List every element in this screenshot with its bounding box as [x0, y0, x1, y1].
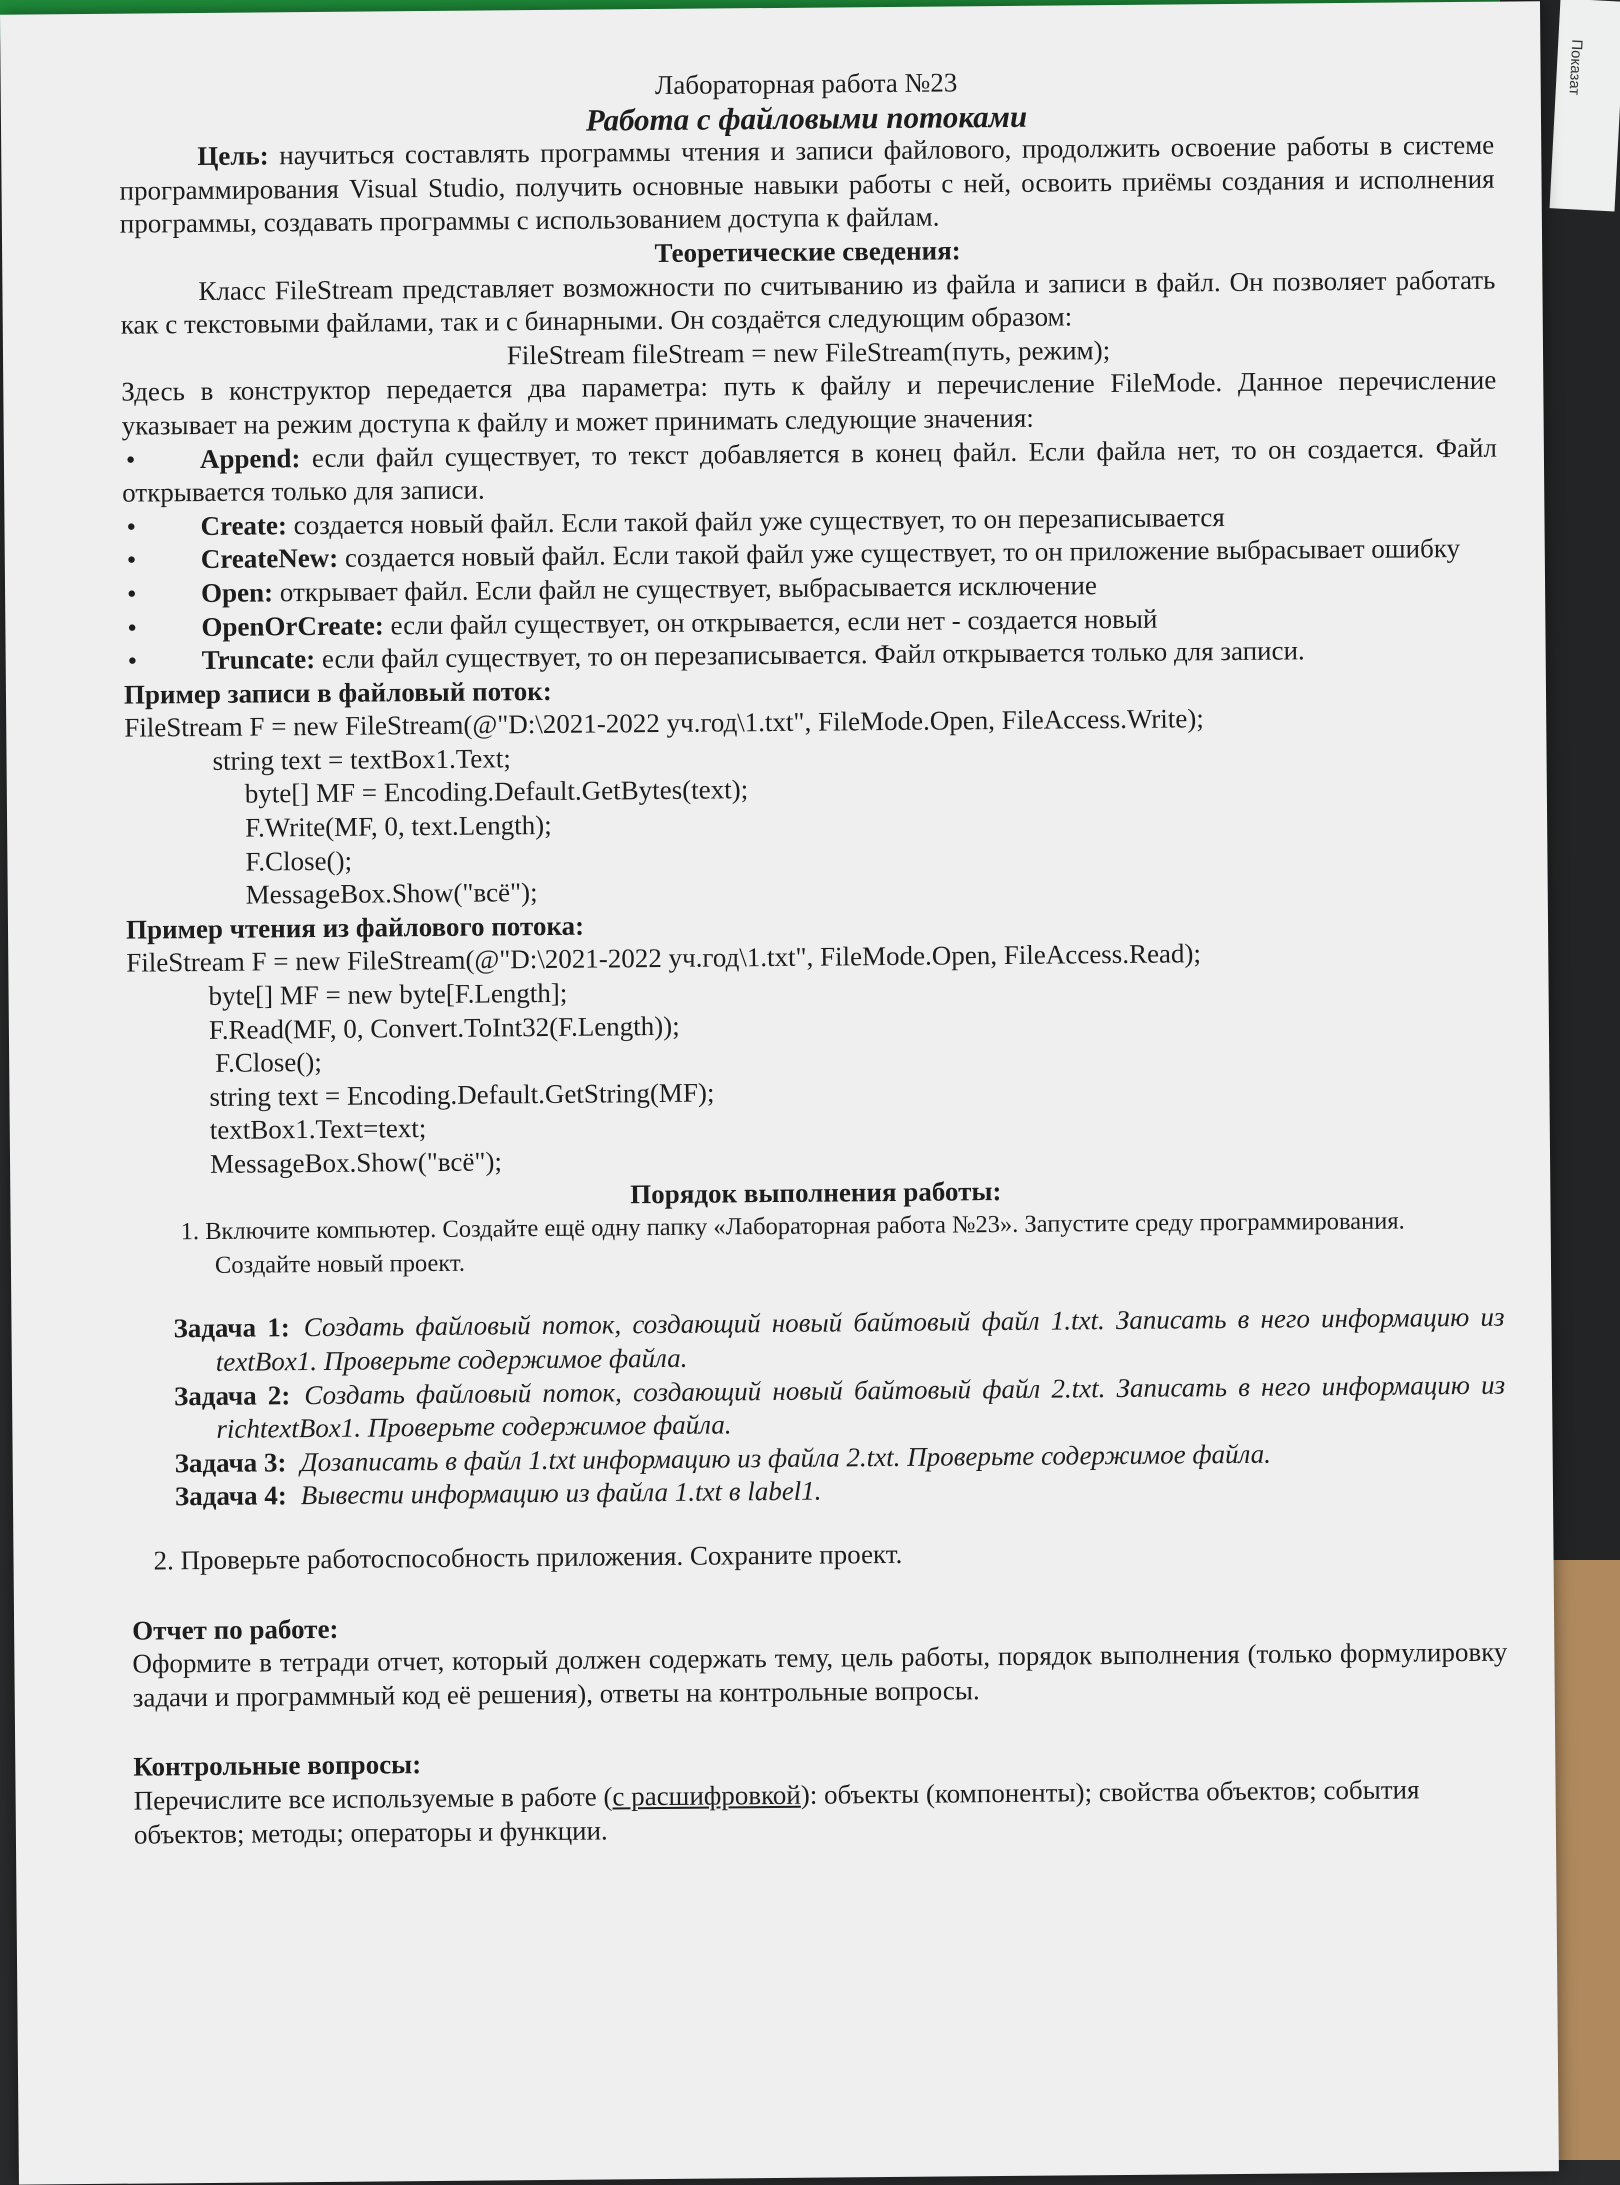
theory-heading: Теоретические сведения:: [654, 235, 961, 268]
task-item: [129, 1301, 1505, 1380]
constructor-line: FileStream fileStream = new FileStream(путь, режим);: [506, 334, 1111, 371]
list-item: [122, 431, 1498, 510]
mode-desc: открывает файл. Если файл не существует, выбрасывается исключение: [272, 570, 1098, 608]
report-text: Оформите в тетради отчет, который должен содержать тему, цель работы, порядок выполнения (только формулировку задачи и программный код её решения), ответы на контрольные вопросы.: [132, 1636, 1508, 1713]
task-label: Задача 4:: [174, 1480, 287, 1512]
side-note-text: Показат: [1565, 38, 1586, 96]
questions-text-end: ): объекты (компоненты); свойства объектов; события объектов; методы; операторы и функции.: [133, 1774, 1420, 1850]
code-line: string text = Encoding.Default.GetString(MF);: [209, 1077, 715, 1112]
goal-paragraph: [119, 129, 1495, 242]
code-line: FileStream F = new FileStream(@"D:\2021-2022 уч.год\1.txt", FileMode.Open, FileAccess.Read);: [126, 938, 1202, 979]
mode-desc: если файл существует, он открывается, если нет - создается новый: [383, 603, 1158, 640]
page-subtitle: Работа с файловыми потоками: [585, 98, 1028, 138]
theory-intro: Класс FileStream представляет возможности по считыванию из файла и записи в файл. Он позволяет работать как с текстовыми файлами, так и с бинарными. Он создаётся следующим образом:: [120, 264, 1496, 340]
read-example-heading: Пример чтения из файлового потока:: [125, 910, 585, 945]
procedure-step-1: 1. Включите компьютер. Создайте ещё одну папку «Лабораторная работа №23». Запустите среду программирования. Создайте новый проект.: [180, 1207, 1405, 1279]
code-line: F.Close();: [215, 1047, 322, 1079]
write-code-block: [124, 700, 1501, 914]
questions-underlined: с расшифровкой: [612, 1779, 801, 1812]
mode-name: CreateNew:: [200, 543, 339, 575]
code-line: F.Write(MF, 0, text.Length);: [245, 809, 552, 843]
mode-name: Create:: [200, 509, 288, 541]
questions-heading: Контрольные вопросы:: [133, 1749, 422, 1782]
read-code-block: [126, 935, 1503, 1182]
mode-desc: если файл существует, то текст добавляется в конец файл. Если файла нет, то он создается. Файл открывается только для записи.: [122, 432, 1497, 508]
code-line: FileStream F = new FileStream(@"D:\2021-2022 уч.год\1.txt", FileMode.Open, FileAccess.Write);: [124, 703, 1204, 743]
questions-text-start: Перечислите все используемые в работе (: [133, 1781, 613, 1816]
params-text: Здесь в конструктор передается два параметра: путь к файлу и перечисление FileMode. Данное перечисление указывает на режим доступа к файлу и может принимать следующие значения:: [121, 365, 1497, 441]
page-title: Лабораторная работа №23: [654, 67, 958, 101]
report-heading: Отчет по работе:: [132, 1613, 339, 1646]
goal-label: Цель:: [197, 140, 269, 172]
task-label: Задача 1:: [173, 1312, 290, 1344]
procedure-heading: Порядок выполнения работы:: [630, 1175, 1002, 1209]
code-line: byte[] MF = Encoding.Default.GetBytes(text);: [244, 774, 749, 810]
modes-list: [122, 431, 1499, 678]
code-line: MessageBox.Show("всё");: [209, 1146, 503, 1179]
procedure-step-2: 2. Проверьте работоспособность приложения. Сохраните проект.: [153, 1538, 903, 1576]
side-note-paper: [1550, 0, 1620, 212]
task-text: Создать файловый поток, создающий новый байтовый файл 2.txt. Записать в него информацию из richtextBox1. Проверьте содержимое файла.: [216, 1369, 1506, 1445]
mode-desc: если файл существует, то он перезаписывается. Файл открывается только для записи.: [315, 635, 1305, 675]
task-text: Создать файловый поток, создающий новый байтовый файл 1.txt. Записать в него информацию из textBox1. Проверьте содержимое файла.: [215, 1302, 1505, 1377]
goal-text: научиться составлять программы чтения и записи файлового, продолжить освоение работы в системе программирования Visual Studio, получить основные навыки работы с ней, освоить приёмы создания и исполнения программы, создавать программы с использованием доступа к файлам.: [119, 129, 1495, 240]
task-text: Вывести информацию из файла 1.txt в label1.: [300, 1475, 822, 1511]
code-line: MessageBox.Show("всё");: [245, 877, 538, 910]
mode-name: Append:: [199, 442, 301, 474]
mode-desc: создается новый файл. Если такой файл уже существует, то он приложение выбрасывает ошибку: [338, 533, 1461, 574]
code-line: textBox1.Text=text;: [209, 1113, 427, 1146]
code-line: F.Close();: [245, 845, 353, 877]
mode-name: Open:: [200, 577, 274, 608]
task-label: Задача 2:: [173, 1379, 291, 1411]
code-line: string text = textBox1.Text;: [212, 743, 511, 776]
task-item: [130, 1368, 1506, 1447]
document-page: [0, 1, 1559, 2184]
mode-name: Truncate:: [201, 644, 316, 676]
code-line: byte[] MF = new byte[F.Length];: [208, 977, 568, 1011]
mode-name: OpenOrCreate:: [201, 609, 384, 642]
mode-desc: создается новый файл. Если такой файл уже существует, то он перезаписывается: [286, 501, 1225, 540]
questions-text: [133, 1773, 1509, 1852]
document-content: [119, 62, 1509, 1852]
task-label: Задача 3:: [174, 1447, 287, 1478]
write-example-heading: Пример записи в файловый поток:: [123, 675, 552, 710]
task-text: Дозаписать в файл 1.txt информацию из файла 2.txt. Проверьте содержимое файла.: [300, 1438, 1272, 1477]
code-line: F.Read(MF, 0, Convert.ToInt32(F.Length));: [208, 1010, 680, 1045]
